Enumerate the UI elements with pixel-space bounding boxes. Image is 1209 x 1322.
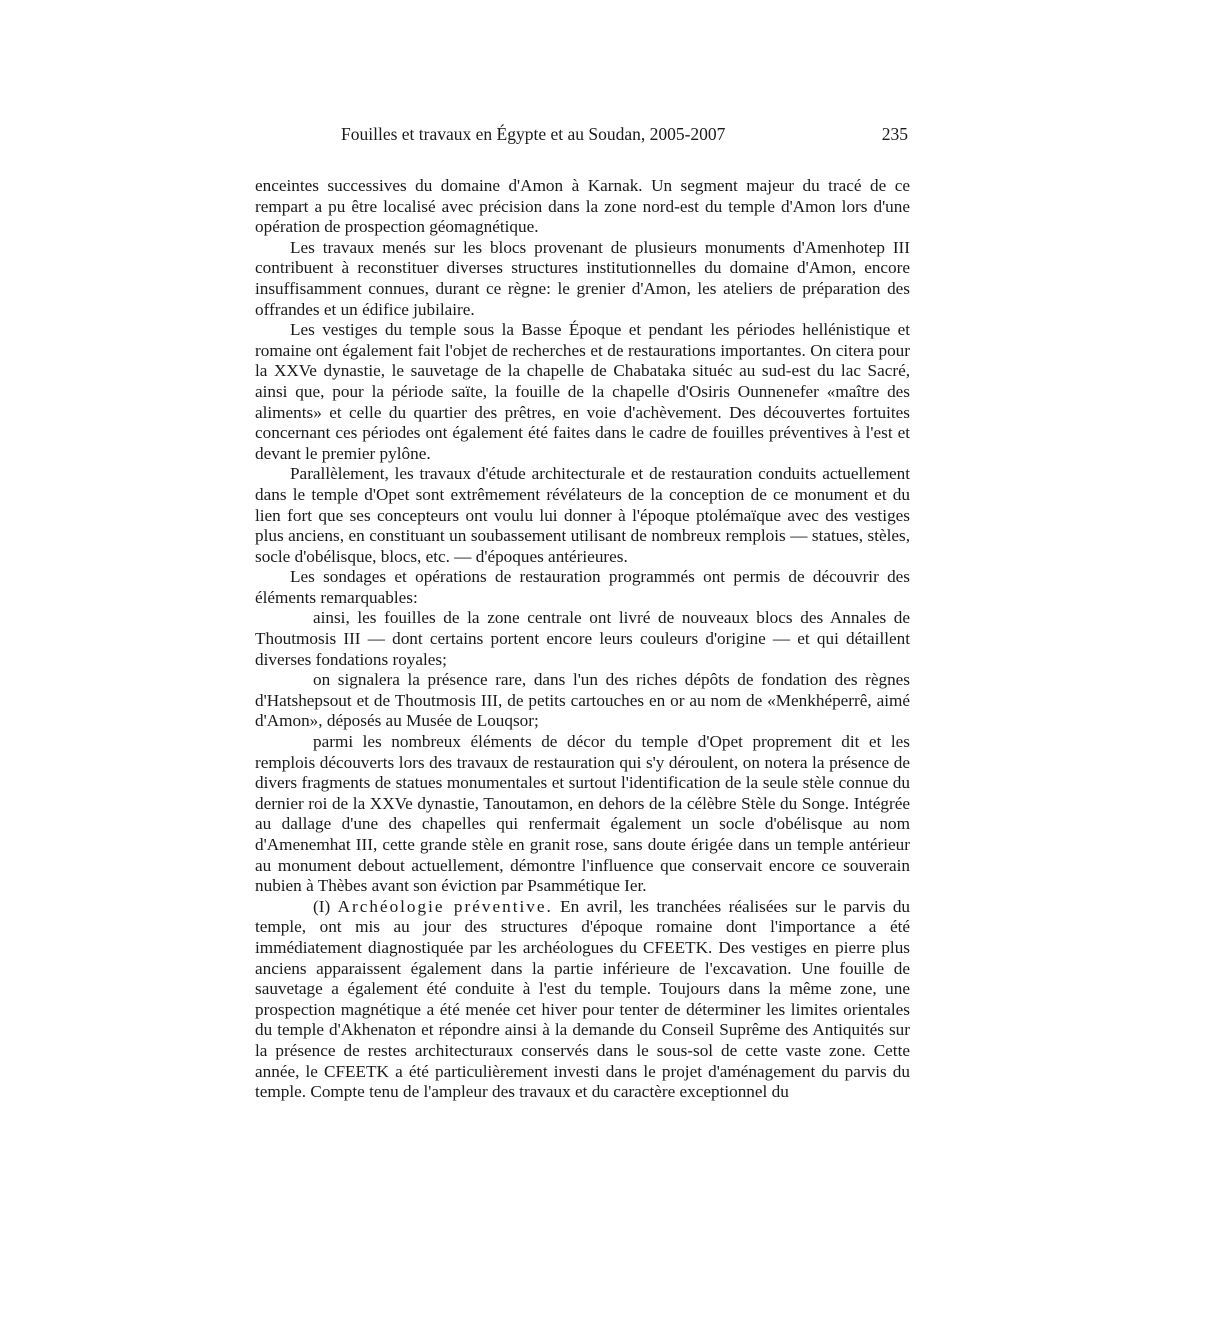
body-text <box>255 176 910 1103</box>
list-item: parmi les nombreux éléments de décor du temple d'Opet proprement dit et les remplois découverts lors des travaux de restauration qui s'y déroulent, on notera la présence de divers fragments de statues monumentales et surtout l'identification de la seule stèle connue du dernier roi de la XXVe dynastie, Tanoutamon, en dehors de la célèbre Stèle du Songe. Intégrée au dallage d'une des chapelles qui renfermait également un socle d'obélisque au nom d'Amenemhat III, cette grande stèle en granit rose, sans doute érigée dans un temple antérieur au monument debout actuellement, démontre l'influence que conservait encore ce souverain nubien à Thèbes avant son éviction par Psammétique Ier. <box>255 732 910 896</box>
paragraph: Parallèlement, les travaux d'étude architecturale et de restauration conduits actuellement dans le temple d'Opet sont extrêmement révélateurs de la conception de ce monument et du lien fort que ses concepteurs ont voulu lui donner à l'époque ptolémaïque avec des vestiges plus anciens, en constituant un soubassement utilisant de nombreux remplois — statues, stèles, socle d'obélisque, blocs, etc. — d'époques antérieures. <box>255 464 910 566</box>
paragraph: Les sondages et opérations de restauration programmés ont permis de découvrir des éléments remarquables: <box>255 567 910 607</box>
section-text: En avril, les tranchées réalisées sur le parvis du temple, ont mis au jour des structures d'époque romaine dont l'importance a été immédiatement diagnostiquée par les archéologues du CFEETK. Des vestiges en pierre plus anciens apparaissent également dans la partie inférieure de l'excavation. Une fouille de sauvetage a également été conduite à l'est du temple. Toujours dans la même zone, une prospection magnétique a été menée cet hiver pour tenter de déterminer les limites orientales du temple d'Akhenaton et répondre ainsi à la demande du Conseil Suprême des Antiquités sur la présence de restes architecturaux conservés dans le sous-sol de cette vaste zone. Cette année, le CFEETK a été particulièrement investi dans le projet d'aménagement du parvis du temple. Compte tenu de l'ampleur des travaux et du caractère exceptionnel du <box>255 896 911 1102</box>
section-heading: Archéologie préventive. <box>337 896 553 916</box>
section-paragraph <box>255 897 910 1103</box>
page-header <box>255 124 910 148</box>
list-item: on signalera la présence rare, dans l'un des riches dépôts de fondation des règnes d'Hatshepsout et de Thoutmosis III, de petits cartouches en or au nom de «Menkhéperrê, aimé d'Amon», déposés au Musée de Louqsor; <box>255 670 910 731</box>
section-number: (I) <box>313 896 331 916</box>
paragraph: Les vestiges du temple sous la Basse Époque et pendant les périodes hellénistique et romaine ont également fait l'objet de recherches et de restaurations importantes. On citera pour la XXVe dynastie, le sauvetage de la chapelle de Chabataka situéc au sud-est du lac Sacré, ainsi que, pour la période saïte, la fouille de la chapelle d'Osiris Ounnenefer «maître des aliments» et celle du quartier des prêtres, en voie d'achèvement. Des découvertes fortuites concernant ces périodes ont également été faites dans le cadre de fouilles préventives à l'est et devant le premier pylône. <box>255 320 910 463</box>
paragraph: Les travaux menés sur les blocs provenant de plusieurs monuments d'Amenhotep III contribuent à reconstituer diverses structures institutionnelles du domaine d'Amon, encore insuffisamment connues, durant ce règne: le grenier d'Amon, les ateliers de préparation des offrandes et un édifice jubilaire. <box>255 237 910 319</box>
page-number: 235 <box>881 124 908 144</box>
list-item: ainsi, les fouilles de la zone centrale ont livré de nouveaux blocs des Annales de Thoutmosis III — dont certains portent encore leurs couleurs d'origine — et qui détaillent diverses fondations royales; <box>255 608 910 669</box>
paragraph: enceintes successives du domaine d'Amon à Karnak. Un segment majeur du tracé de ce rempart a pu être localisé avec précision dans la zone nord-est du temple d'Amon lors d'une opération de prospection géomagnétique. <box>255 176 910 237</box>
running-title: Fouilles et travaux en Égypte et au Soudan, 2005-2007 <box>341 124 726 144</box>
